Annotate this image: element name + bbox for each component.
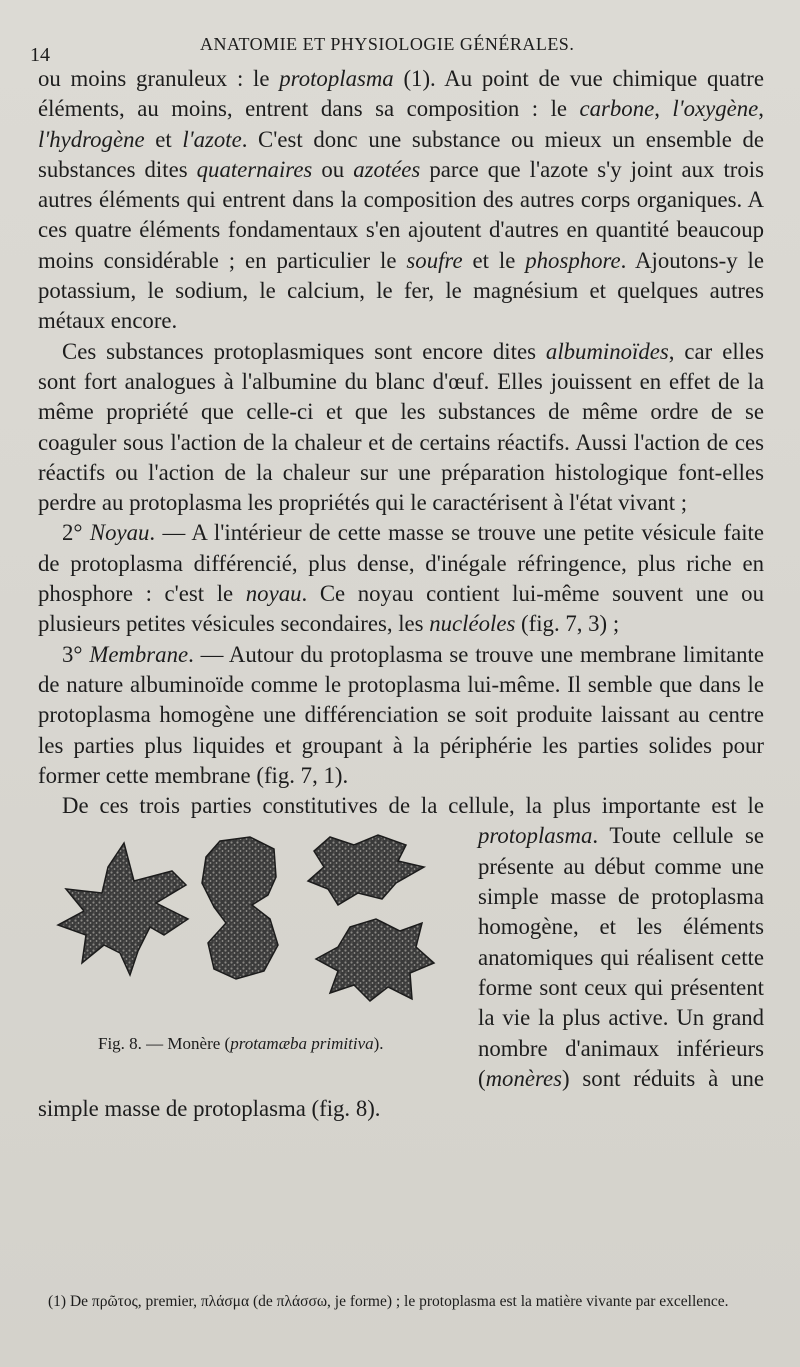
italic-term: protoplasma [478, 823, 593, 849]
italic-term: phosphore [525, 247, 621, 273]
figure-8 [38, 823, 468, 1068]
text-run: . Toute cellule se présente au début comme une simple masse de protoplasma homogène, et les éléments anatomiques qui réalisent cette forme sont ceux qui présentent la vie la plus active. Un grand nombre d'animaux inférieurs ( [478, 823, 764, 1091]
italic-term: carbone [579, 96, 655, 122]
text-run: . C'est donc une substance ou mieux un ensemble de substances dites [38, 126, 764, 182]
footnote [48, 1292, 768, 1312]
caption-text: ). [373, 1034, 384, 1054]
text-run: ou moins granuleux : le [38, 66, 280, 91]
footnote-text: (1) De πρῶτος, premier, πλάσμα (de πλάσσω, je forme) ; le protoplasma est la matière vivante par excellence. [48, 1293, 729, 1310]
text-run: . — A l'intérieur de cette masse se trouve une petite vésicule faite de protoplasma différencié, plus dense, d'inégale réfringence, plus riche en phosphore : c'est le [38, 520, 764, 607]
text-run: ) sont réduits à une simple masse de protoplasma (fig. 8). [38, 1065, 764, 1122]
text-run: et [144, 126, 183, 152]
running-title: ANATOMIE ET PHYSIOLOGIE GÉNÉRALES. [200, 34, 575, 54]
page-number: 14 [30, 44, 50, 66]
italic-term: Noyau [89, 520, 150, 546]
text-run: (1). Au point de vue chimique quatre éléments, au moins, entrent dans sa composition : le [38, 66, 764, 122]
paragraph-protoplasma-importance [38, 791, 764, 1124]
italic-term: azotées [353, 156, 421, 182]
italic-term: l'hydrogène [38, 126, 145, 152]
text-run: (fig. 7, 3) ; [515, 611, 620, 637]
italic-term: albuminoïdes [545, 338, 669, 364]
text-run: . — Autour du protoplasma se trouve une membrane limitante de nature albuminoïde comme le protoplasma lui-même. Il semble que dans le protoplasma homogène une différenciation se soit produite laissant au centre les parties plus liquides et groupant à la périphérie les parties solides pour former cette membrane (fig. 7, 1). [38, 641, 765, 788]
italic-term: protoplasma [279, 66, 394, 91]
italic-term: l'azote [182, 126, 242, 152]
monere-illustration [38, 823, 468, 1028]
text-run: De ces trois parties constitutives de la cellule, la plus importante est le [62, 793, 764, 819]
monere-dividing-shape [202, 837, 278, 979]
text-run: et le [462, 247, 526, 273]
text-run: 3° [62, 641, 90, 667]
italic-term: Membrane [89, 641, 189, 667]
paragraph-albuminoides [38, 337, 764, 519]
italic-term: soufre [406, 247, 463, 273]
monere-star-shape [58, 843, 188, 975]
page-header [0, 30, 800, 66]
text-run: 2° [62, 520, 90, 546]
text-run: , [654, 96, 673, 122]
paragraph-noyau [38, 518, 764, 639]
figure-caption [74, 1029, 384, 1059]
text-run: . Ajoutons-y le potassium, le sodium, le calcium, le fer, le magnésium et quelques autres métaux encore. [38, 247, 764, 334]
text-run: . Ce noyau contient lui-même souvent une ou plusieurs petites vésicules secondaires, les [38, 581, 764, 637]
body-text [38, 64, 764, 1124]
monere-amoeboid-shape-upper [308, 835, 424, 905]
text-run: parce que l'azote s'y joint aux trois autres éléments qui entrent dans la composition des autres corps organiques. A ces quatre éléments fondamentaux s'en ajoutent d'autres en quantité beaucoup moins considérable ; en particulier le [38, 156, 764, 273]
text-run: , car elles sont fort analogues à l'albumine du blanc d'œuf. Elles jouissent en effet de la même propriété que celle-ci et que les substances de même ordre de se coaguler sous l'action de la chaleur et de certains réactifs. Aussi l'action de ces réactifs ou l'action de la chaleur sur une préparation histologique font-elles perdre au protoplasma les propriétés qui le caractérisent à l'état vivant ; [38, 338, 764, 516]
caption-species: protamæba primitiva [230, 1034, 374, 1054]
paragraph-protoplasma-chemistry [38, 64, 764, 337]
italic-term: monères [485, 1065, 562, 1091]
italic-term: noyau [245, 581, 302, 607]
italic-term: nucléoles [429, 611, 516, 637]
italic-term: quaternaires [196, 156, 313, 182]
text-run: Ces substances protoplasmiques sont encore dites [62, 338, 546, 364]
monere-amoeboid-shape-lower [316, 919, 434, 1001]
caption-text: Fig. 8. — Monère ( [98, 1034, 231, 1054]
text-run: , [758, 96, 764, 122]
italic-term: l'oxygène [672, 96, 759, 122]
text-run: ou [312, 156, 354, 182]
paragraph-membrane [38, 640, 764, 791]
